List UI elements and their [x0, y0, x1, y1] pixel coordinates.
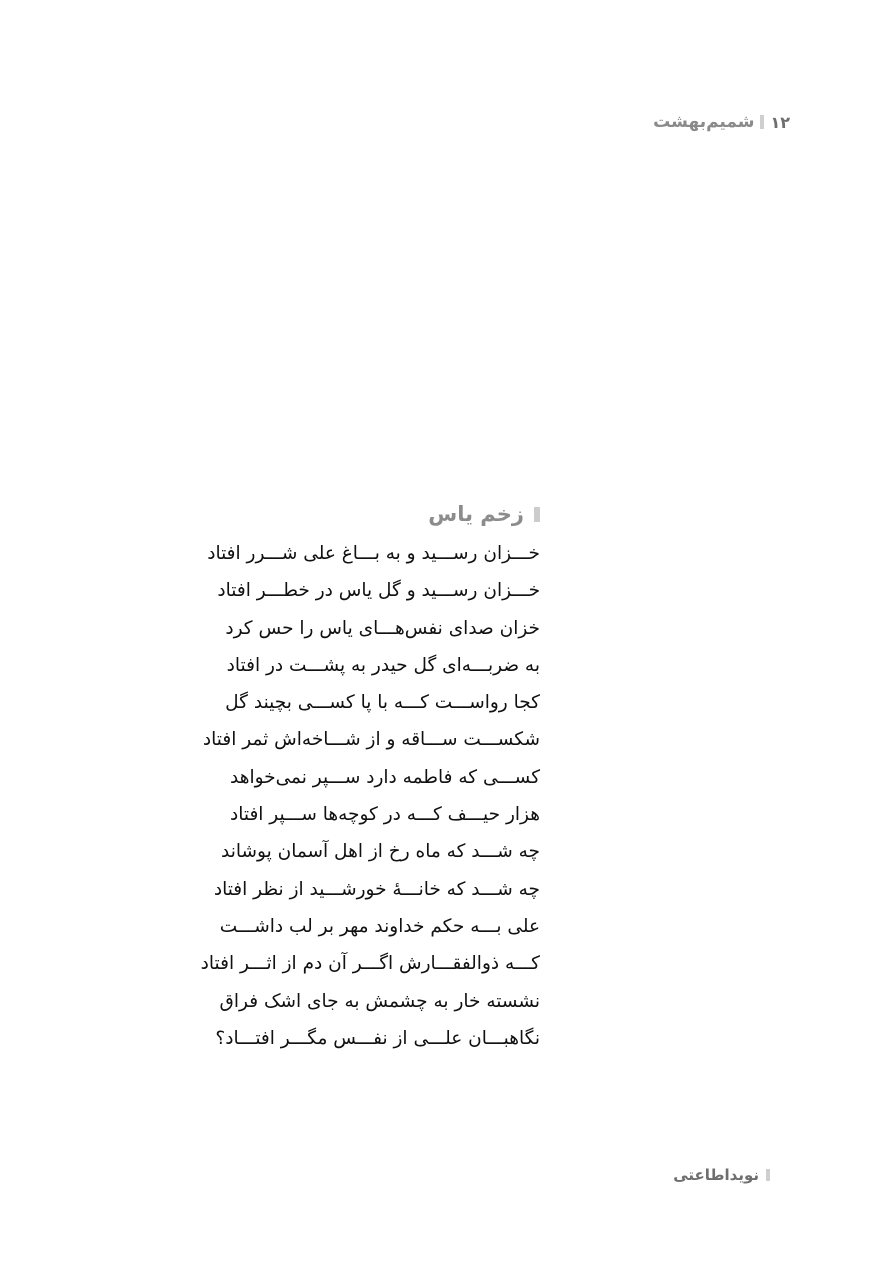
- verse-line: علی بـــه حکم خداوند مهر بر لب داشـــت: [219, 915, 540, 937]
- verse-line: کـــه ذوالفقـــارش اگـــر آن دم از اثـــر افتاد: [200, 953, 540, 975]
- running-header: [653, 112, 790, 132]
- verse-line: خـــزان رســـید و گل یاس در خطـــر افتاد: [217, 580, 540, 602]
- running-footer: [673, 1166, 770, 1184]
- poem: [200, 495, 540, 1057]
- verse-line: خزان صدای نفس‌هـــای یاس را حس کرد: [225, 617, 540, 639]
- footer-marker-icon: [766, 1169, 770, 1181]
- title-marker-icon: [534, 507, 540, 522]
- verse-line: نگاهبـــان علـــی از نفـــس مگـــر افتـــاد؟: [215, 1027, 540, 1049]
- author-name: نویداطاعتی: [673, 1166, 759, 1184]
- verse-line: به ضربـــه‌ای گل حیدر به پشـــت در افتاد: [226, 654, 540, 676]
- verse-list: [200, 535, 540, 1057]
- book-title: شمیم‌بهشت: [653, 112, 755, 132]
- header-marker-icon: [760, 115, 764, 129]
- verse-line: کســـی که فاطمه دارد ســـپر نمی‌خواهد: [230, 766, 540, 788]
- poem-title: [230, 495, 540, 533]
- verse-line: چه شـــد که خانـــهٔ خورشـــید از نظر افتاد: [213, 878, 540, 900]
- poem-title-text: زخم یاس: [428, 502, 524, 526]
- verse-line: هزار حیـــف کـــه در کوچه‌ها ســـپر افتاد: [229, 804, 540, 826]
- verse-line: شکســـت ســـاقه و از شـــاخه‌اش ثمر افتاد: [202, 729, 540, 751]
- verse-line: چه شـــد که ماه رخ از اهل آسمان پوشاند: [221, 841, 540, 863]
- verse-line: نشسته خار به چشمش به جای اشک فراق: [219, 990, 540, 1012]
- page-number: ۱۲: [770, 112, 790, 132]
- verse-line: کجا رواســـت کـــه با پا کســـی بچیند گل: [225, 692, 540, 714]
- verse-line: خـــزان رســـید و به بـــاغ علی شـــرر افتاد: [207, 543, 540, 564]
